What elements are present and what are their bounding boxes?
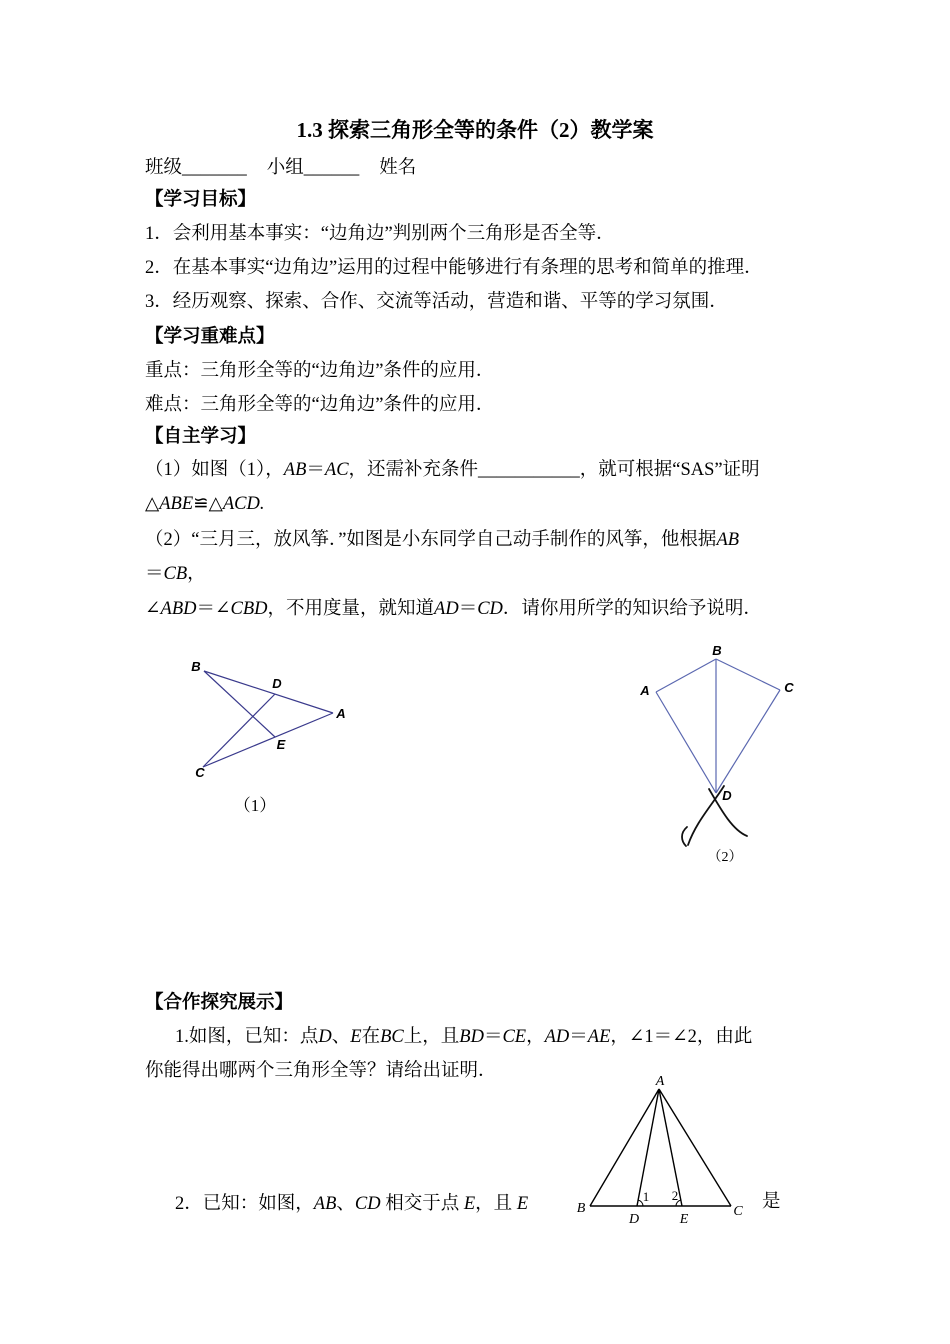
math-italic-run: E (516, 1194, 529, 1214)
math-italic-run: BC (380, 1027, 404, 1047)
text-run: ＝ (145, 564, 164, 584)
kite-label-a: A (640, 683, 650, 698)
text-run: ，∠1＝∠2，由此 (610, 1027, 753, 1047)
text-run: ， (187, 564, 206, 584)
text-run: ≌△ (193, 494, 223, 514)
text-run: 、 (336, 1194, 355, 1214)
text-run: 相交于点 (380, 1194, 464, 1214)
cooperation-q1-line-2: 你能得出哪两个三角形全等？请给出证明． (145, 1061, 497, 1081)
kite-label-b: B (712, 643, 722, 658)
math-italic-run: AB (313, 1194, 337, 1214)
vertex-label-c: C (195, 765, 205, 780)
vertex-label-b: B (191, 659, 201, 674)
math-italic-run: AD (434, 599, 459, 619)
figure-2-kite-diagram (630, 640, 805, 850)
math-italic-run: ABD (160, 599, 197, 619)
triangle-label-b: B (576, 1201, 586, 1216)
math-italic-run: AB (283, 460, 307, 480)
objective-item-1: 1．会利用基本事实：“边角边”判别两个三角形是否全等． (145, 224, 615, 244)
math-italic-run: CD (354, 1194, 381, 1214)
objective-item-2: 2．在基本事实“边角边”运用的过程中能够进行有条理的思考和简单的推理． (145, 258, 763, 278)
class-blank: _______ (182, 158, 247, 178)
question-1-line-1 (145, 458, 760, 482)
text-run: 1.如图，已知：点 (175, 1027, 319, 1047)
text-run: ＝ (569, 1027, 588, 1047)
figure-3-triangle-diagram (570, 1070, 750, 1230)
figure-1-diagram (185, 655, 355, 790)
segment-ba (204, 671, 333, 713)
key-point-difficulty: 难点：三角形全等的“边角边”条件的应用． (145, 395, 495, 415)
segment-cd (203, 694, 275, 767)
question-2-line-3 (145, 597, 762, 621)
math-italic-run: AB (716, 530, 740, 550)
math-italic-run: E (463, 1194, 476, 1214)
math-italic-run: CBD (230, 599, 268, 619)
text-run: △ (145, 494, 160, 514)
text-run: ＝ (458, 599, 478, 619)
angle-label-2: 2 (671, 1188, 679, 1203)
text-run: （2）“三月三，放风筝．”如图是小东同学自己动手制作的风筝，他根据 (145, 530, 717, 550)
segment-ab (656, 659, 716, 692)
math-italic-run: E (350, 1027, 362, 1047)
text-run: ∠ (145, 599, 161, 619)
math-italic-run: AD (544, 1027, 570, 1047)
triangle-label-a: A (655, 1074, 665, 1089)
text-run: 2．已知：如图， (175, 1194, 314, 1214)
text-run: ．请你用所学的知识给予说明． (502, 599, 762, 619)
question-1-line-2 (145, 492, 265, 516)
triangle-label-c: C (733, 1204, 743, 1219)
math-italic-run: CB (163, 564, 188, 584)
page-title: 1.3 探索三角形全等的条件（2）教学案 (296, 118, 654, 142)
question-2-line-2 (145, 562, 206, 586)
key-point-focus: 重点：三角形全等的“边角边”条件的应用． (145, 361, 495, 381)
vertex-label-d: D (272, 676, 282, 691)
kite-label-c: C (784, 680, 794, 695)
math-italic-run: CE (502, 1027, 527, 1047)
self-study-heading: 【自主学习】 (145, 427, 257, 447)
math-italic-run: AC (324, 460, 349, 480)
student-info-line (145, 156, 416, 180)
text-run: ＝ (306, 460, 325, 480)
objectives-heading: 【学习目标】 (145, 190, 257, 210)
segment-da (656, 692, 716, 793)
kite-tail-left (688, 786, 724, 845)
triangle-label-d: D (628, 1212, 640, 1227)
objective-item-3: 3．经历观察、探索、合作、交流等活动，营造和谐、平等的学习氛围． (145, 292, 728, 312)
cooperation-heading: 【合作探究展示】 (145, 993, 294, 1013)
kite-label-d: D (722, 788, 732, 803)
text-run: （1）如图（1）， (145, 460, 284, 480)
text-run: ，且 (475, 1194, 517, 1214)
text-run: 上，且 (403, 1027, 460, 1047)
math-italic-run: ACD. (222, 494, 265, 514)
text-run: ＝ (483, 1027, 503, 1047)
segment-cd (716, 690, 780, 793)
cooperation-q1-line-1 (175, 1025, 752, 1049)
class-label: 班级 (145, 158, 183, 178)
segment-ca (203, 713, 333, 767)
figure-1-caption: （1） (233, 796, 277, 815)
segment-bc (716, 659, 780, 690)
question-2-line-1 (145, 528, 739, 552)
math-italic-run: AE (587, 1027, 611, 1047)
text-run: 在 (361, 1027, 381, 1047)
figure-2-caption: （2） (707, 850, 743, 865)
key-points-heading: 【学习重难点】 (145, 327, 275, 347)
vertex-label-e: E (276, 737, 286, 752)
math-italic-run: ABE (159, 494, 194, 514)
cooperation-q2-tail: 是 (762, 1192, 781, 1212)
text-run: ，不用度量，就知道 (267, 599, 435, 619)
math-italic-run: BD (459, 1027, 484, 1047)
triangle-label-e: E (679, 1212, 689, 1227)
kite-tail-hook (682, 827, 687, 846)
text-run: 、 (331, 1027, 351, 1047)
text-run: ＝∠ (196, 599, 231, 619)
text-run: ， (526, 1027, 545, 1047)
group-blank: ______ (303, 158, 360, 178)
cooperation-q2-line-1 (175, 1192, 528, 1216)
angle-label-1: 1 (642, 1189, 650, 1204)
vertex-label-a: A (336, 706, 346, 721)
math-italic-run: D (318, 1027, 332, 1047)
text-run: ，还需补充条件___________，就可根据“SAS”证明 (348, 460, 760, 480)
name-label: 姓名 (379, 158, 417, 178)
math-italic-run: CD (477, 599, 503, 619)
group-label: 小组 (266, 158, 304, 178)
